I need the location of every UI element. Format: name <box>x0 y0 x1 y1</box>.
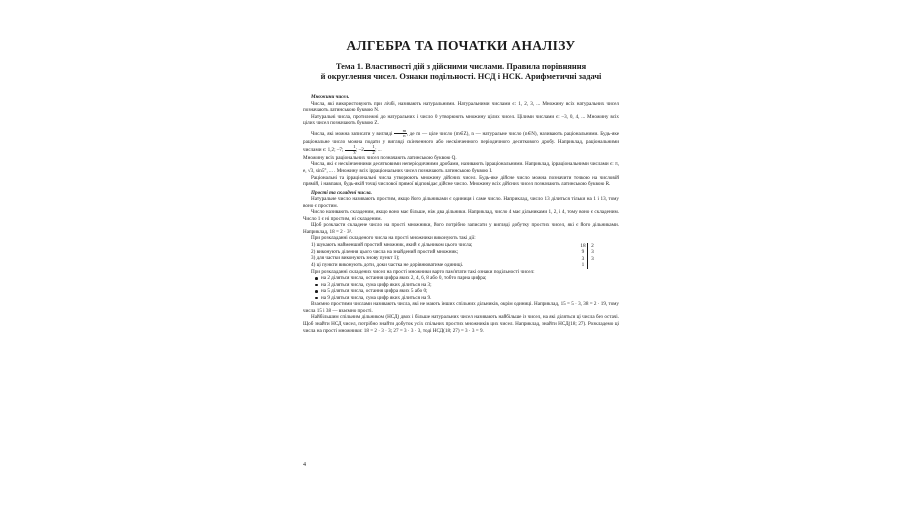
list-item: 2) виконують ділення цього числа на знайдений простий множник; <box>311 248 459 255</box>
bullet-icon <box>315 297 318 300</box>
bullet-icon <box>315 277 318 280</box>
bullet-icon <box>315 284 318 287</box>
text: ; ... <box>375 147 382 154</box>
factorization-block <box>303 242 619 269</box>
dividend-cell: 1 <box>579 262 588 268</box>
text: , де m — ціле число (m∈Z), n — натуральне число (n∈N), називають раціональними. Будь-яке раціональне число можна подати у вигляді скінченного або нескінченного періодичного десяткового дробу. Наприклад, раціональними числами є: 1,2; –7; <box>303 130 619 154</box>
topic-line-1: Тема 1. Властивості дій з дійсними числами. Правила порівняння <box>335 62 587 71</box>
paragraph: Числа, які використовують при лічбі, називають натуральними. Натуральними числами є: 1, 2, 3, ... Множину всіх натуральних чисел позначають латинською буквою N. <box>303 100 619 114</box>
page-number: 4 <box>303 462 306 468</box>
divisor-cell <box>588 262 597 268</box>
paragraph: Множину всіх раціональних чисел позначають латинською буквою Q. <box>303 154 457 161</box>
paragraph: При розкладанні складених чисел на прості множники варто пам'ятати такі ознаки подільності чисел: <box>311 268 535 275</box>
list-item <box>315 295 619 302</box>
paragraph: Натуральне число називають простим, якщо його дільниками є одиниця і саме число. Наприклад, число 13 ділиться тільки на 1 і 13, тому воно є простим. <box>303 196 619 209</box>
document-body <box>303 94 619 334</box>
denominator: 2 <box>372 149 375 155</box>
section-heading-primes: Прості та складені числа. <box>311 189 372 196</box>
divisor-cell: 2 <box>591 243 594 250</box>
paragraph: Найбільшим спільним дільником (НСД) двох і більше натуральних чисел називають найбільше із чисел, на які діляться ці числа без остачі. Щоб знайти НСД чисел, потрібно знайти добуток усіх спільних простих множників цих чисел. Наприклад, знайти НСД(18; 27). Розкладемо ці числа на прості множники: 18 = 2 · 3 · 3; 27 = 3 · 3 · 3, тоді НСД(18; 27) = 3 · 3 = 9. <box>303 314 619 334</box>
list-item: 4) ці пункти виконують доти, доки частка не дорівнюватиме одиниці. <box>311 261 464 268</box>
divisor-cell: 3 <box>591 249 594 256</box>
rule-text: на 5 діляться числа, остання цифра яких 5 або 0; <box>321 288 428 295</box>
factorization-table <box>579 243 597 269</box>
denominator: n <box>403 133 406 139</box>
paragraph: Числа, які є нескінченними десятковими неперіодичними дробами, називають ірраціональними. Наприклад, ірраціональними числами є: π, e, √3, sin5°, ... . Множину всіх ірраціональних чисел позначають латинською буквою I. <box>303 161 619 174</box>
fraction-m-over-n <box>394 129 407 139</box>
numerator: m <box>394 129 407 134</box>
dividend-cell: 18 <box>579 243 588 249</box>
page-title: АЛГЕБРА ТА ПОЧАТКИ АНАЛІЗУ <box>346 38 576 53</box>
dividend-cell: 9 <box>579 249 588 255</box>
text: ; –2 <box>355 147 364 154</box>
list-item: 3) для частки виконують знову пункт 1); <box>311 255 400 262</box>
rule-text: на 2 діляться числа, остання цифра яких 2, 4, 6, 8 або 0, тобто парна цифра; <box>321 275 487 282</box>
document-sheet <box>303 30 619 500</box>
topic-heading <box>303 62 619 82</box>
paragraph: Раціональні та ірраціональні числа утворюють множину дійсних чисел. Будь-яке дійсне число можна позначити точкою на числовій прямій, і навпаки, будь-якій точці числової прямої відповідає дійсне число. Множину всіх дійсних чисел позначають латинською буквою R. <box>303 174 619 188</box>
rule-text: на 9 діляться числа, сума цифр яких ділиться на 9. <box>321 294 432 301</box>
paragraph-rational <box>303 129 619 155</box>
steps-list <box>303 242 579 268</box>
paragraph: Взаємно простими числами називають числа, які не мають інших спільних дільників, окрім одиниці. Наприклад, 15 = 5 · 3, 38 = 2 · 19, тому числа 15 і 38 — взаємно прості. <box>303 301 619 314</box>
dividend-cell: 3 <box>579 256 588 262</box>
paragraph: Число називають складеним, якщо воно має більше, ніж два дільники. Наприклад, число 4 має дільниками 1, 2, і 4, тому воно є складеним. Число 1 є ні простим, ні складеним. <box>303 209 619 222</box>
topic-line-2: й округлення чисел. Ознаки подільності. НСД і НСК. Арифметичні задачі <box>320 72 602 81</box>
paragraph: При розкладанні складеного числа на прості множники виконують такі дії: <box>311 235 476 242</box>
fraction-one-half <box>364 145 375 155</box>
divisor-cell: 3 <box>591 255 594 262</box>
denominator: 3 <box>353 149 356 155</box>
text: Числа, які можна записати у вигляді <box>311 130 393 137</box>
paragraph: Щоб розкласти складене число на прості множники, його потрібно записати у вигляді добутку простих чисел, які є його дільниками. Наприклад, 18 = 2 · 3². <box>303 222 619 235</box>
paragraph: Натуральні числа, протилежні до натуральних і число 0 утворюють множину цілих чисел. Цілими числами є: –3, 0, 4, ... Множину всіх цілих чисел позначають буквою Z. <box>303 113 619 127</box>
list-item: 1) шукають найменший простий множник, який є дільником цього числа; <box>311 242 473 249</box>
divisibility-rules <box>303 275 619 301</box>
fraction-one-third <box>345 145 356 155</box>
section-heading-sets: Множини чисел. <box>311 94 350 100</box>
bullet-icon <box>315 290 318 293</box>
numerator: 1 <box>364 145 375 150</box>
numerator: 1 <box>345 145 356 150</box>
rule-text: на 3 діляться числа, сума цифр яких ділиться на 3; <box>321 281 432 288</box>
